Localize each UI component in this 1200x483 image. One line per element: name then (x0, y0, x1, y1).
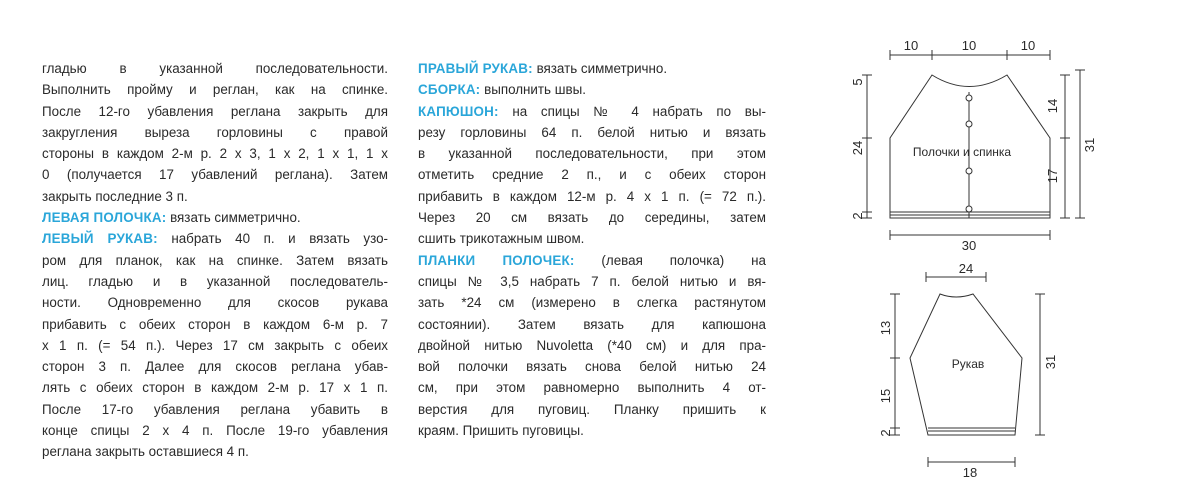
dim-sleeve-bottom-18: 18 (962, 465, 978, 480)
text-line: стороны в каждом 2-м р. 2 х 3, 1 х 2, 1 х 1, 1 х (42, 146, 388, 162)
pattern-column-left (42, 58, 388, 463)
text-line: После 17-го убавления реглана убавить в (42, 401, 388, 417)
section-hood: КАПЮШОН: на спицы № 4 набрать по вы- (418, 103, 766, 119)
text-line: зать *24 см (измерено в слегка растянутом (418, 295, 766, 311)
text-line: двойной нитью Nuvoletta (*40 см) и для пра- (418, 337, 766, 353)
button-icon (966, 121, 972, 127)
text-line: резу горловины 64 п. белой нитью и вязать (418, 124, 766, 140)
text-line: закругления выреза горловины с правой (42, 124, 388, 140)
section-front-bands: ПЛАНКИ ПОЛОЧЕК: (левая полочка) на (418, 252, 766, 268)
dim-left-5: 5 (850, 78, 865, 86)
pattern-column-middle (418, 58, 766, 441)
text-line: 0 (получается 17 убавлений реглана). Затем (42, 167, 388, 183)
dim-left-2: 2 (850, 212, 865, 220)
text-line: в указанной последовательности, при этом (418, 146, 766, 162)
text-line: ром для планок, как на спинке. Затем вязать (42, 252, 388, 268)
text-line: Выполнить пройму и реглан, как на спинке. (42, 82, 388, 98)
text-line: верстия для пуговиц. Планку пришить к (418, 401, 766, 417)
heading-assembly: СБОРКА: (418, 82, 481, 98)
section-left-front: ЛЕВАЯ ПОЛОЧКА: вязать симметрично. (42, 210, 301, 226)
dim-bottom-30: 30 (961, 238, 977, 253)
text-line: закрыть последние 3 п. (42, 188, 188, 204)
button-icon (966, 206, 972, 212)
text-line: сторон 3 п. Далее для скосов реглана убав- (42, 359, 388, 375)
heading-front-bands: ПЛАНКИ ПОЛОЧЕК: (418, 252, 575, 268)
dim-right-17: 17 (1045, 168, 1060, 184)
text-line: прибавить с обеих сторон в каждом 6-м р. 7 (42, 316, 388, 332)
section-right-sleeve: ПРАВЫЙ РУКАВ: вязать симметрично. (418, 61, 668, 76)
front-back-label: Полочки и спинка (912, 145, 1012, 159)
dim-top-3: 10 (1020, 38, 1036, 53)
button-icon (966, 95, 972, 101)
dim-sleeve-left-15: 15 (878, 388, 893, 404)
section-left-sleeve: ЛЕВЫЙ РУКАВ: набрать 40 п. и вязать узо- (42, 231, 388, 247)
text-line: см, при этом равномерно выполнить 4 от- (418, 380, 766, 396)
dim-sleeve-left-2: 2 (878, 429, 893, 437)
heading-hood: КАПЮШОН: (418, 103, 499, 119)
dim-sleeve-top-24: 24 (958, 261, 974, 276)
text-line: сшить трикотажным швом. (418, 231, 585, 247)
dim-right-31: 31 (1082, 137, 1097, 153)
text-line: х 1 п. (= 54 п.). Через 17 см закрыть с обеих (42, 337, 388, 353)
text-line: краям. Пришить пуговицы. (418, 423, 584, 439)
heading-left-front: ЛЕВАЯ ПОЛОЧКА: (42, 210, 167, 226)
dim-right-14: 14 (1045, 98, 1060, 114)
text-line: отметить средние 2 п., и с обеих сторон (418, 167, 766, 183)
schematic-diagrams (850, 30, 1150, 480)
dim-sleeve-right-31: 31 (1043, 354, 1058, 370)
section-assembly: СБОРКА: выполнить швы. (418, 82, 586, 98)
dim-top-1: 10 (903, 38, 919, 53)
text-line: лиц. гладью и в указанной последователь- (42, 273, 388, 289)
text-line: конце спицы 2 х 4 п. После 19-го убавления (42, 423, 388, 439)
text-line: ности. Одновременно для скосов рукава (42, 295, 388, 311)
text-line: После 12-го убавления реглана закрыть для (42, 103, 388, 119)
text-line: Через 20 см вязать до середины, затем (418, 210, 766, 226)
text-line: прибавить в каждом 12-м р. 4 х 1 п. (= 72 п.). (418, 188, 766, 204)
sleeve-label: Рукав (951, 357, 985, 371)
text-line: спицы № 3,5 набрать 7 п. белой нитью и вя- (418, 273, 766, 289)
dim-sleeve-left-13: 13 (878, 320, 893, 336)
text-line: гладью в указанной последовательности. (42, 61, 388, 76)
text-line: состоянии). Затем вязать для капюшона (418, 316, 766, 332)
dim-left-24: 24 (850, 140, 865, 156)
heading-left-sleeve: ЛЕВЫЙ РУКАВ: (42, 231, 158, 247)
text-line: реглана закрыть оставшиеся 4 п. (42, 444, 249, 460)
dim-top-2: 10 (961, 38, 977, 53)
heading-right-sleeve: ПРАВЫЙ РУКАВ: (418, 61, 533, 76)
button-icon (966, 168, 972, 174)
text-line: вой полочки вязать снова белой нитью 24 (418, 359, 766, 375)
text-line: лять с обеих сторон в каждом 2-м р. 17 х 1 п. (42, 380, 388, 396)
